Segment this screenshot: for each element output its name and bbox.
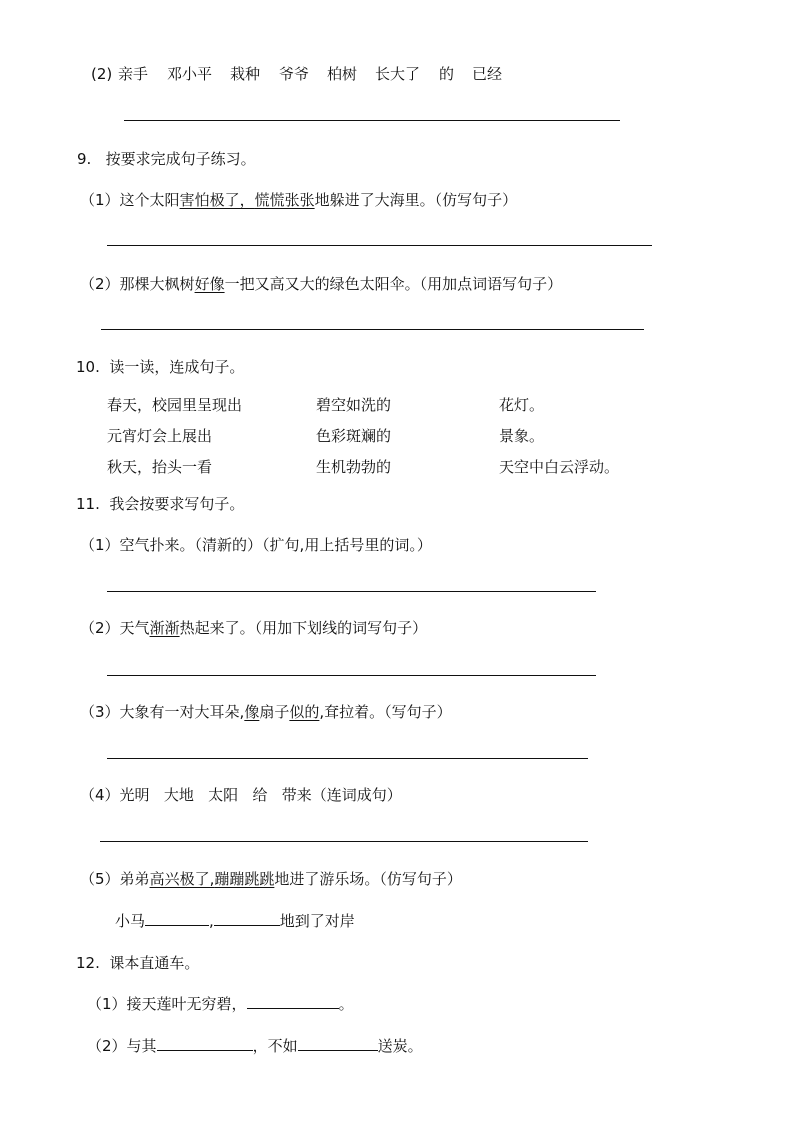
q11-3-sentence (80, 702, 452, 722)
q11-title: 11. 我会按要求写句子。 (76, 495, 245, 513)
q12-1-text-end: 。 (338, 995, 354, 1013)
q11-3-text-m: 扇子 (259, 703, 290, 721)
q11-2-answer-line[interactable] (107, 675, 596, 676)
q11-2-underlined: 渐渐 (149, 619, 180, 637)
q10-col1-item-1: 春天，校园里呈现出 (107, 396, 243, 414)
q11-1-number: （1） (80, 536, 120, 554)
q8-word-2: 邓小平 (167, 65, 213, 83)
q11-3-underlined-2: 似的 (289, 703, 320, 721)
q10-col2-item-2: 色彩斑斓的 (316, 427, 392, 445)
q12-1-sentence (87, 994, 354, 1014)
q9-2-text-b: 一把又高又大的绿色太阳伞。（用加点词语写句子） (224, 275, 563, 293)
q8-word-4: 爷爷 (279, 65, 310, 83)
q12-2-text-a: 与其 (126, 1037, 157, 1055)
q8-word-8: 已经 (472, 65, 503, 83)
q12-1-blank[interactable] (247, 994, 339, 1009)
q11-1-text: 空气扑来。（清新的）（扩句,用上括号里的词。） (119, 536, 432, 554)
q11-5-answer-prefix: 小马 (115, 912, 146, 930)
q8-word-5: 柏树 (327, 65, 358, 83)
q10-col3-item-2: 景象。 (499, 427, 545, 445)
q11-2-text-b: 热起来了。（用加下划线的词写句子） (179, 619, 428, 637)
q10-col2-item-1: 碧空如洗的 (316, 396, 392, 414)
q11-5-text-a: 弟弟 (119, 870, 150, 888)
q12-2-text-end: 送炭。 (377, 1037, 423, 1055)
q12-2-number: （2） (87, 1037, 127, 1055)
q9-1-text-b: 地躲进了大海里。（仿写句子） (314, 191, 518, 209)
q12-2-blank-2[interactable] (298, 1036, 378, 1051)
q11-5-answer-suffix: 地到了对岸 (279, 912, 355, 930)
q11-3-number: （3） (80, 703, 120, 721)
q10-col1-item-2: 元宵灯会上展出 (107, 427, 213, 445)
q9-2-number: （2） (80, 275, 120, 293)
q11-4-sentence (80, 785, 402, 805)
q11-5-underlined-1: 高兴极了, (149, 870, 215, 888)
q11-4-text: 光明 大地 太阳 给 带来（连词成句） (119, 786, 402, 804)
q8-word-7: 的 (439, 65, 455, 83)
q9-title: 9. 按要求完成句子练习。 (77, 150, 256, 168)
q12-title: 12. 课本直通车。 (76, 954, 200, 972)
q11-3-answer-line[interactable] (107, 758, 588, 759)
q11-3-text-a: 大象有一对大耳朵, (119, 703, 245, 721)
q11-1-sentence (80, 535, 432, 555)
q11-5-blank-1[interactable] (145, 911, 209, 926)
q10-title: 10. 读一读，连成句子。 (76, 358, 245, 376)
q8-word-1: 亲手 (118, 65, 149, 83)
q11-5-sentence (80, 869, 462, 889)
q12-1-text-a: 接天莲叶无穷碧， (126, 995, 247, 1013)
q8-2-number: (2) (91, 65, 113, 83)
q11-4-answer-line[interactable] (100, 841, 588, 842)
q8-2-answer-line[interactable] (124, 120, 620, 121)
q9-1-underlined-1: 害怕极了， (179, 191, 255, 209)
q9-1-answer-line[interactable] (107, 245, 652, 246)
q9-1-number: （1） (80, 191, 120, 209)
q10-col3-item-3: 天空中白云浮动。 (499, 458, 620, 476)
q11-3-text-b: ,耷拉着。（写句子） (319, 703, 452, 721)
q11-2-number: （2） (80, 619, 120, 637)
q11-5-number: （5） (80, 870, 120, 888)
q11-5-underlined-2: 蹦蹦跳跳 (214, 870, 275, 888)
q10-col3-item-1: 花灯。 (499, 396, 545, 414)
q11-1-answer-line[interactable] (107, 591, 596, 592)
q9-2-text-a: 那棵大枫树 (119, 275, 195, 293)
q11-5-answer-row (115, 911, 355, 931)
q9-1-underlined-2: 慌慌张张 (254, 191, 315, 209)
q10-col2-item-3: 生机勃勃的 (316, 458, 392, 476)
q9-1-text-a: 这个太阳 (119, 191, 180, 209)
q12-2-text-mid: ，不如 (252, 1037, 298, 1055)
q12-1-number: （1） (87, 995, 127, 1013)
q9-2-underlined: 好像 (194, 275, 225, 293)
q11-4-number: （4） (80, 786, 120, 804)
q11-2-sentence (80, 618, 427, 638)
q12-2-sentence (87, 1036, 423, 1056)
q11-3-underlined-1: 像 (244, 703, 260, 721)
q11-5-answer-sep: , (209, 912, 214, 930)
q8-word-3: 栽种 (230, 65, 261, 83)
q9-1-sentence (80, 190, 517, 210)
q11-2-text-a: 天气 (119, 619, 150, 637)
q10-col1-item-3: 秋天，抬头一看 (107, 458, 213, 476)
q11-5-blank-2[interactable] (214, 911, 280, 926)
q8-word-6: 长大了 (375, 65, 421, 83)
q12-2-blank-1[interactable] (157, 1036, 253, 1051)
q9-2-sentence (80, 274, 562, 294)
q9-2-answer-line[interactable] (101, 329, 644, 330)
q11-5-text-b: 地进了游乐场。（仿写句子） (274, 870, 462, 888)
